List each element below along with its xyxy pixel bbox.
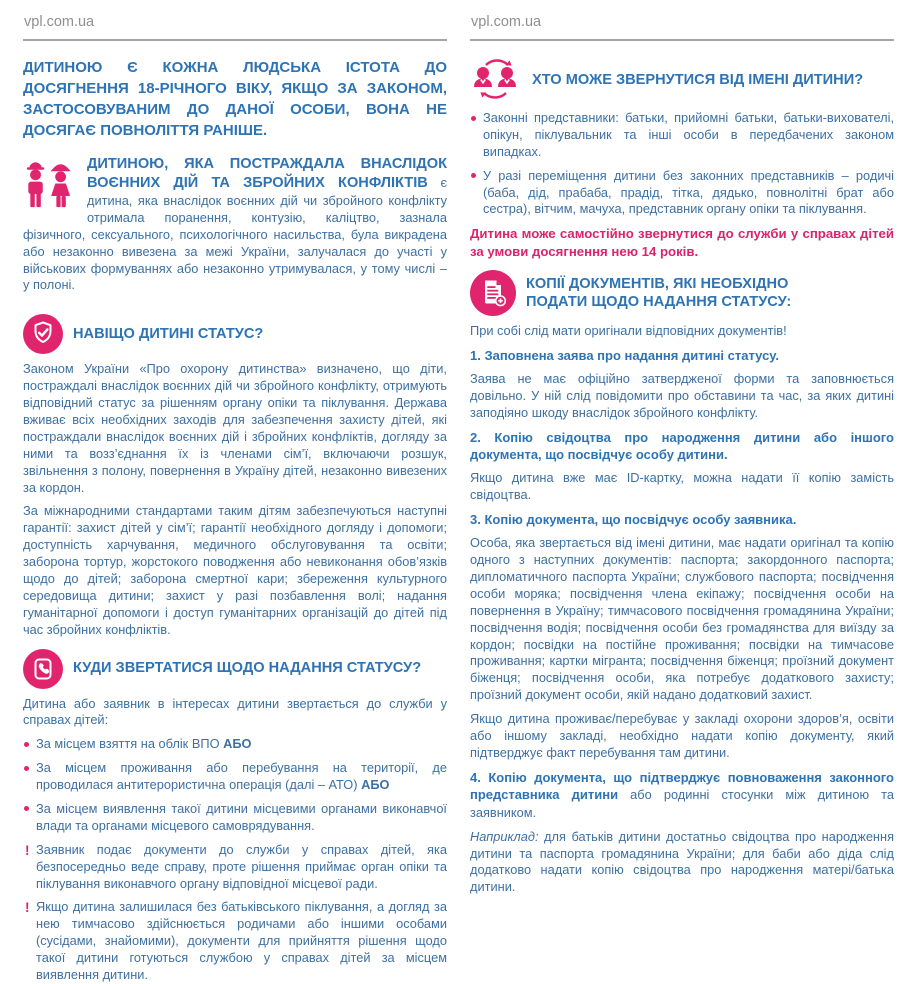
definition-intro: ДИТИНОЮ Є КОЖНА ЛЮДСЬКА ІСТОТА ДО ДОСЯГНЕННЯ 18-РІЧНОГО ВІКУ, ЯКЩО ЗА ЗАКОНОМ, ЗАСТОСОВУВАНИМ ДО ДАНОЇ ОСОБИ, ВОНА НЕ ДОСЯГАЄ ПОВНОЛІТТЯ РАНІШЕ.: [23, 59, 447, 139]
header-divider-right: [470, 39, 894, 41]
doc-item-3-title: 3. Копію документа, що посвідчує особу заявника.: [470, 512, 797, 527]
status-section-title: НАВІЩО ДИТИНІ СТАТУС?: [73, 326, 264, 343]
status-section-header: [23, 314, 447, 354]
victim-text: є дитина, яка внаслідок воєнних дій чи збройного конфлікту отримала поранення, контузію, каліцтво, зазнала фізичного, сексуального, психологічного насильства, була викрадена або незаконно вивезена за межі України, залучалася до участі у військових формуваннях або незаконно утримувалася, у тому числі – у полоні.: [23, 174, 447, 293]
doc-item-2-title: 2. Копію свідоцтва про народження дитини або іншого документа, що посвідчує особу дитини.: [470, 429, 894, 463]
doc-item-1-text: Заява не має офіційно затвердженої форми та заповнюється довільно. У ній слід повідомити про обставини та час, за яких дитині заподіяно шкоду внаслідок збройного конфлікту.: [470, 371, 894, 421]
docs-lead: При собі слід мати оригінали відповідних документів!: [470, 323, 787, 339]
header-divider-left: [23, 39, 447, 41]
who-bullet-1: Законні представники: батьки, прийомні батьки, батьки-вихователі, опікун, піклувальник та інші особи в передбачених законом випадках.: [470, 110, 894, 161]
where-section-header: [23, 649, 447, 689]
example-paragraph: Наприклад: для батьків дитини достатньо свідоцтва про народження дитини та паспорта громадянина України; для баби або діда слід додатково надати копію свідоцтва про народження матері/батька дитини.: [470, 828, 894, 895]
who-section-title: ХТО МОЖЕ ЗВЕРНУТИСЯ ВІД ІМЕНІ ДИТИНИ?: [532, 71, 864, 88]
status-paragraph-1: Законом України «Про охорону дитинства» визначено, що діти, постраждалі внаслідок воєнних дій чи збройного конфлікту, отримують відповідний статус за рішенням органу опіки та піклування. Держава вживає всіх необхідних заходів для забезпечення захисту дітей, які постраждали внаслідок воєнних дій і збройних конфліктів, догляду за ними та возз’єднання їх із членами сім’ї, включаючи розшук, звільнення з полону, повернення в Україну дітей, незаконно вивезених за кордон.: [23, 361, 447, 495]
docs-section-header: [470, 270, 894, 316]
where-lead: Дитина або заявник в інтересах дитини звертається до служби у справах дітей:: [23, 695, 447, 728]
where-section-title: КУДИ ЗВЕРТАТИСЯ ЩОДО НАДАННЯ СТАТУСУ?: [73, 660, 422, 677]
where-bullet-3: За місцем виявлення такої дитини місцевими органами виконавчої влади та органами місцевого самоврядування.: [23, 801, 447, 835]
victim-section: [23, 155, 447, 304]
phone-book-icon: [23, 649, 63, 689]
victim-title: ДИТИНОЮ, ЯКА ПОСТРАЖДАЛА ВНАСЛІДОК ВОЄННИХ ДІЙ ТА ЗБРОЙНИХ КОНФЛІКТІВ: [87, 156, 447, 191]
doc-item-2-text: Якщо дитина вже має ID-картку, можна надати її копію замість свідоцтва.: [470, 470, 894, 503]
shield-check-icon: [23, 314, 63, 354]
who-bullet-2: У разі переміщення дитини без законних представників – родичі (баба, дід, прабаба, прадід, тітка, дядько, повнолітні брат або сестра), вітчим, мачуха, представник органу опіки та піклування.: [470, 168, 894, 219]
who-section-header: [470, 57, 894, 103]
warning-2: ! Якщо дитина залишилася без батьківського піклування, а догляд за нею тимчасово здійснюється родичами або іншими особами (сусідами, знайомими), документи для прийняття рішення щодо такої дитини готуються службою у справах дітей за місцем виявлення дитини.: [25, 899, 447, 982]
self-apply-note: Дитина може самостійно звернутися до служби у справах дітей за умови досягнення нею 14 років.: [470, 226, 894, 259]
example-label: Наприклад:: [470, 828, 539, 844]
docs-section-title: КОПІЇ ДОКУМЕНТІВ, ЯКІ НЕОБХІДНО ПОДАТИ ЩОДО НАДАННЯ СТАТУСУ:: [526, 275, 792, 311]
exclamation-icon: !: [25, 900, 30, 916]
doc-item-1-title: 1. Заповнена заява про надання дитині статусу.: [470, 348, 779, 364]
people-exchange-icon: [470, 57, 522, 103]
status-paragraph-2: За міжнародними стандартами таким дітям забезпечуються наступні гарантії: захист дітей у сім’ї; гарантії необхідного догляду і допомоги; доступність харчування, медичного обслуговування та освіти; заборона тортур, жорстокого поводження або невиконання обов’язків щодо до дітей; заборона смертної кари; збереження культурного середовища дитини; захист у разі позбавлення волі; надання гуманітарної допомоги і доступ гуманітарних організацій до дітей під час збройних конфліктів.: [23, 503, 447, 637]
document-plus-icon: [470, 270, 516, 316]
doc-item-3-text-2: Якщо дитина проживає/перебуває у закладі охорони здоров’я, освіти або іншому закладі, необхідно надати копію документу, який підтверджує факт перебування там дитини.: [470, 711, 894, 760]
left-column: [23, 6, 447, 982]
site-url-left: vpl.com.ua: [24, 14, 95, 30]
right-column: [470, 6, 894, 947]
warning-1: ! Заявник подає документи до служби у справах дітей, яка безпосередньо веде справу, проте рішення приймає орган опіки та піклування виконавчого органу відповідної місцевої ради.: [25, 841, 447, 891]
doc-item-3-text: Особа, яка звертається від імені дитини, має надати оригінал та копію одного з наступних документів: паспорта; закордонного паспорта; дипломатичного паспорта України; службового паспорта; посвідчення особи моряка; посвідчення члена екіпажу; посвідчення особи на повернення в Україну; тимчасового посвідчення громадянина України; посвідчення водія; посвідчення особи без громадянства для виїзду за кордон; посвідки на постійне проживання; посвідки на тимчасове проживання; картки мігранта; посвідчення біженця; проїзний документ біженця; посвідчення особи, яка потребує додаткового захисту; проїзний документ особи, якій надано додатковий захист.: [470, 535, 894, 703]
exclamation-icon: !: [25, 842, 30, 858]
doc-item-4-title: 4. Копію документа, що підтверджує повноваження законного представника дитини або родинні стосунки між дитиною та заявником.: [470, 769, 894, 820]
where-bullet-2: За місцем проживання або перебування на території, де проводилася антитерористична операція (далі – АТО) АБО: [23, 760, 447, 794]
victim-paragraph: [23, 155, 447, 294]
where-bullet-1: За місцем взяття на облік ВПО АБО: [23, 736, 447, 753]
children-icon: [23, 158, 77, 210]
site-url-right: vpl.com.ua: [471, 14, 542, 30]
